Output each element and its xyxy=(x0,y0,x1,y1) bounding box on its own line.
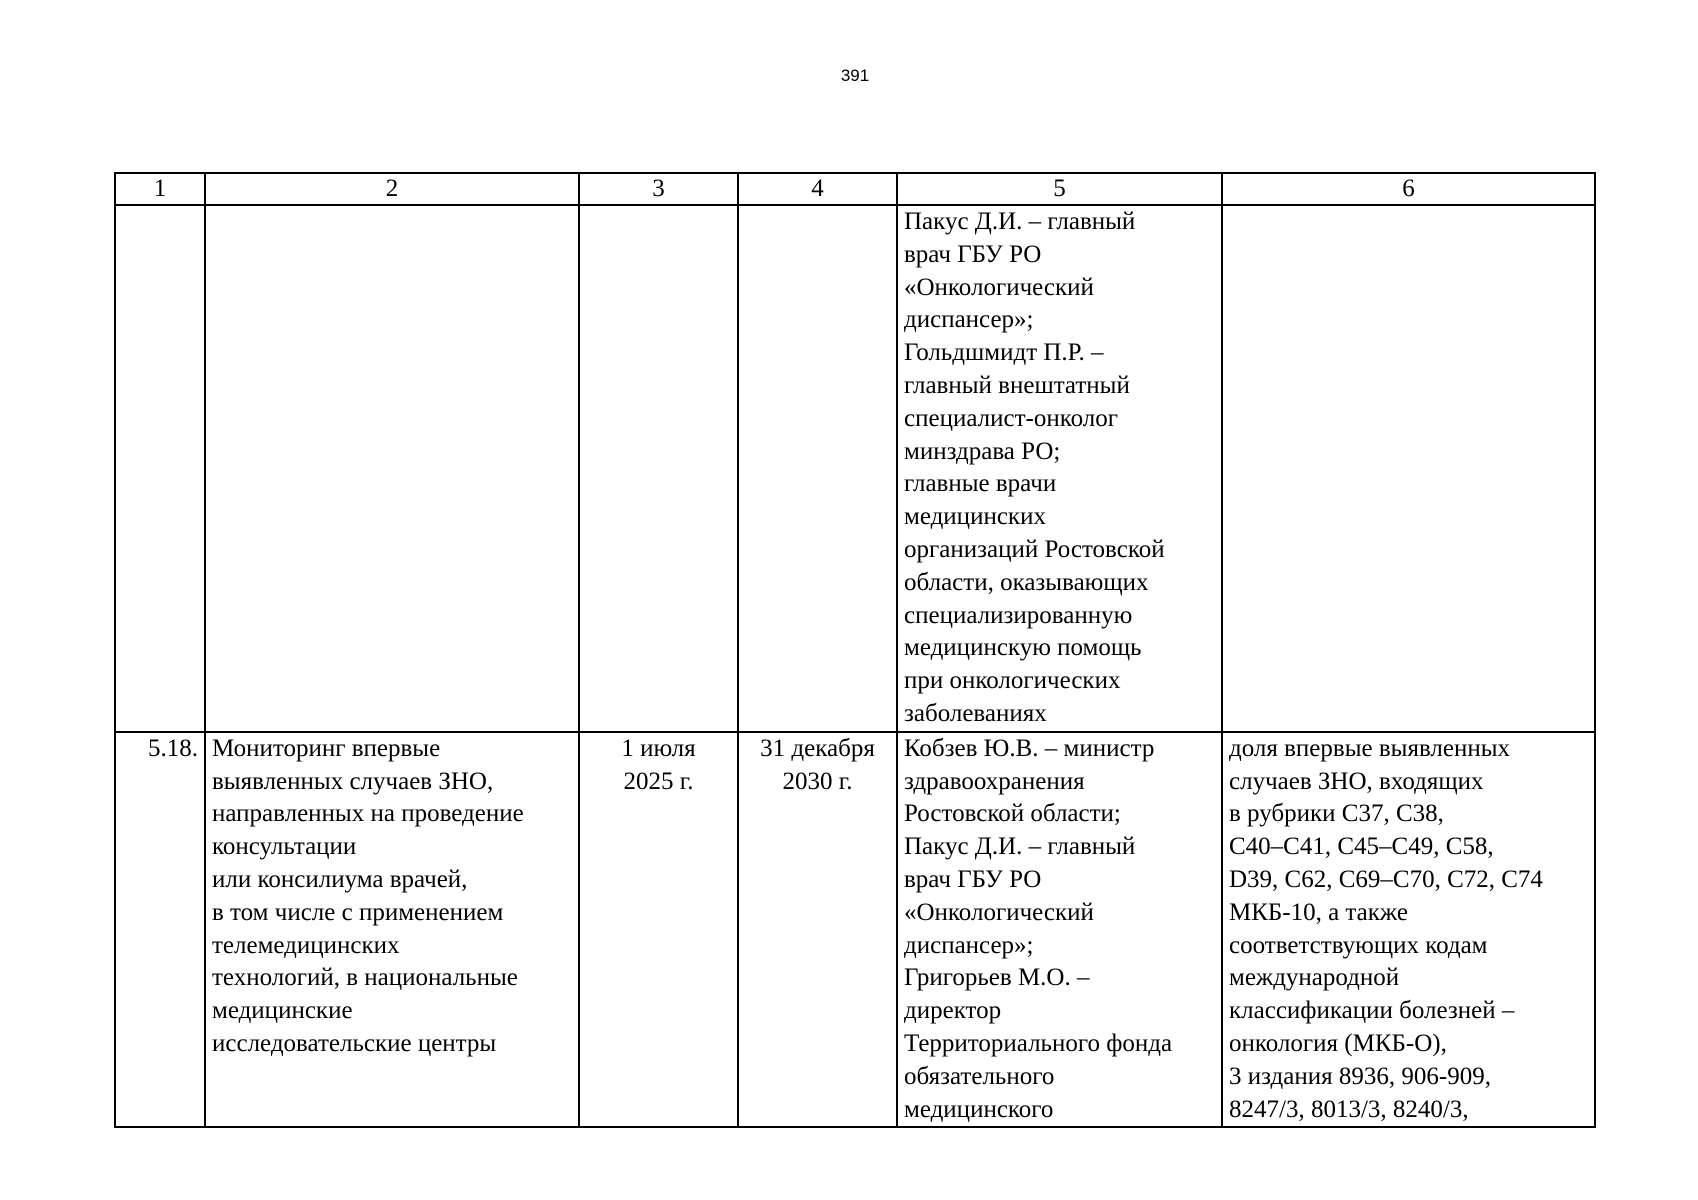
page-number: 391 xyxy=(840,66,870,85)
cell-number xyxy=(115,732,205,1128)
cell-line: медицинские xyxy=(212,997,353,1025)
cell-line: соответствующих кодам xyxy=(1229,931,1488,959)
cell-indicator xyxy=(1222,205,1595,732)
cell-line: Григорьев М.О. – xyxy=(904,964,1090,992)
cell-line: направленных на проведение xyxy=(212,800,524,828)
table-header-row xyxy=(115,173,1595,205)
cell-line: в рубрики С37, С38, xyxy=(1229,800,1444,828)
cell-line: директор xyxy=(904,997,1002,1025)
cell-number xyxy=(115,205,205,732)
table-row xyxy=(115,205,1595,732)
cell-line: 8247/3, 8013/3, 8240/3, xyxy=(1229,1095,1469,1123)
header-col-1: 1 xyxy=(115,173,205,205)
cell-line: врач ГБУ РО xyxy=(904,240,1042,268)
cell-line: заболеваниях xyxy=(904,699,1047,727)
cell-line: 2030 г. xyxy=(782,767,853,795)
cell-line: С40–С41, С45–С49, С58, xyxy=(1229,833,1494,861)
cell-line: международной xyxy=(1229,964,1400,992)
cell-line: главные врачи xyxy=(904,470,1057,498)
cell-line: обязательного xyxy=(904,1062,1055,1090)
cell-line: организаций Ростовской xyxy=(904,535,1165,563)
header-col-5: 5 xyxy=(897,173,1222,205)
cell-line: при онкологических xyxy=(904,667,1121,695)
cell-line: «Онкологический xyxy=(904,898,1094,926)
cell-line: главный внештатный xyxy=(904,371,1130,399)
cell-end-date xyxy=(738,732,897,1128)
cell-line: МКБ-10, а также xyxy=(1229,898,1408,926)
cell-line: Мониторинг впервые xyxy=(212,734,441,762)
cell-line: минздрава РО; xyxy=(904,437,1061,465)
header-col-2: 2 xyxy=(205,173,579,205)
cell-line: «Онкологический xyxy=(904,273,1094,301)
cell-line: консультации xyxy=(212,833,357,861)
cell-line: специалист-онколог xyxy=(904,404,1119,432)
cell-line: 5.18. xyxy=(148,734,198,762)
cell-line: Территориального фонда xyxy=(904,1029,1173,1057)
cell-line: технологий, в национальные xyxy=(212,964,518,992)
cell-line: онкология (МКБ-О), xyxy=(1229,1029,1447,1057)
cell-line: доля впервые выявленных xyxy=(1229,734,1511,762)
cell-line: Кобзев Ю.В. – министр xyxy=(904,734,1155,762)
cell-line: здравоохранения xyxy=(904,767,1085,795)
cell-line: Пакус Д.И. – главный xyxy=(904,208,1136,235)
cell-line: 2025 г. xyxy=(623,767,694,795)
cell-line: Пакус Д.И. – главный xyxy=(904,833,1136,861)
cell-line: медицинского xyxy=(904,1095,1054,1123)
cell-line: Гольдшмидт П.Р. – xyxy=(904,339,1104,367)
cell-line: медицинскую помощь xyxy=(904,634,1142,662)
cell-start-date xyxy=(579,205,738,732)
cell-responsible xyxy=(897,732,1222,1128)
cell-end-date xyxy=(738,205,897,732)
cell-line: 1 июля xyxy=(621,734,696,762)
cell-start-date xyxy=(579,732,738,1128)
cell-line: или консилиума врачей, xyxy=(212,865,468,893)
cell-line: в том числе с применением xyxy=(212,898,504,926)
cell-indicator xyxy=(1222,732,1595,1128)
cell-line: классификации болезней – xyxy=(1229,997,1515,1025)
table-row xyxy=(115,732,1595,1128)
cell-line: телемедицинских xyxy=(212,931,400,959)
cell-line: диспансер»; xyxy=(904,306,1034,334)
cell-line: D39, С62, С69–С70, С72, С74 xyxy=(1229,865,1543,893)
cell-line: врач ГБУ РО xyxy=(904,865,1042,893)
cell-activity xyxy=(205,205,579,732)
cell-line: исследовательские центры xyxy=(212,1029,497,1057)
header-col-6: 6 xyxy=(1222,173,1595,205)
cell-line: медицинских xyxy=(904,503,1046,531)
cell-line: 31 декабря xyxy=(760,734,875,762)
cell-responsible xyxy=(897,205,1222,732)
cell-line: диспансер»; xyxy=(904,931,1034,959)
header-col-3: 3 xyxy=(579,173,738,205)
cell-line: специализированную xyxy=(904,601,1133,629)
cell-line: случаев ЗНО, входящих xyxy=(1229,767,1484,795)
cell-line: области, оказывающих xyxy=(904,568,1149,596)
cell-activity xyxy=(205,732,579,1128)
cell-line: Ростовской области; xyxy=(904,800,1121,828)
header-col-4: 4 xyxy=(738,173,897,205)
document-table xyxy=(114,172,1596,1128)
cell-line: 3 издания 8936, 906-909, xyxy=(1229,1062,1491,1090)
cell-line: выявленных случаев ЗНО, xyxy=(212,767,494,795)
